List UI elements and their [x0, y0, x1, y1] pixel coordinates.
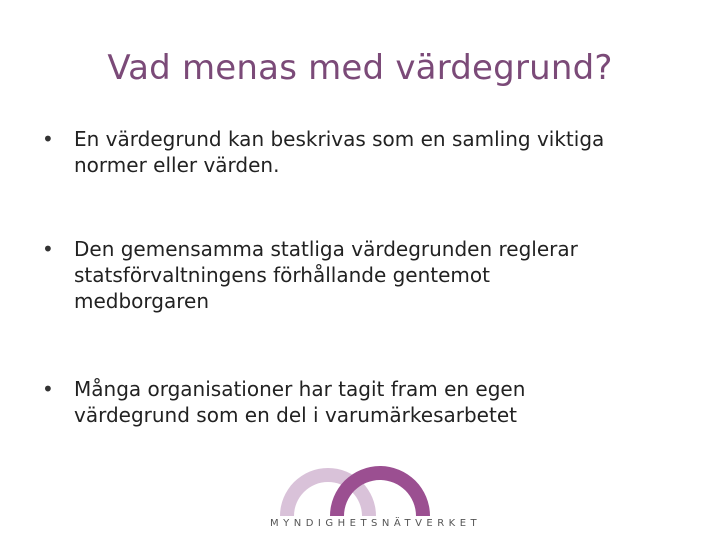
logo-text: MYNDIGHETSNÄTVERKET — [270, 518, 482, 529]
slide-title: Vad menas med värdegrund? — [107, 48, 613, 88]
bullet-item — [40, 236, 680, 314]
logo-arcs-icon — [270, 458, 450, 518]
organization-logo — [270, 458, 482, 540]
bullet-text: En värdegrund kan beskrivas som en samling viktiga normer eller värden. — [74, 127, 605, 177]
bullet-dot-icon: • — [42, 377, 54, 401]
bullet-text: Den gemensamma statliga värdegrunden reglerar statsförvaltningens förhållande gentemot medborgaren — [74, 237, 578, 313]
bullet-item — [40, 126, 680, 178]
bullet-dot-icon: • — [42, 237, 54, 261]
bullet-text: Många organisationer har tagit fram en egen värdegrund som en del i varumärkesarbetet — [74, 377, 526, 427]
bullet-item — [40, 376, 680, 428]
bullet-dot-icon: • — [42, 127, 54, 151]
